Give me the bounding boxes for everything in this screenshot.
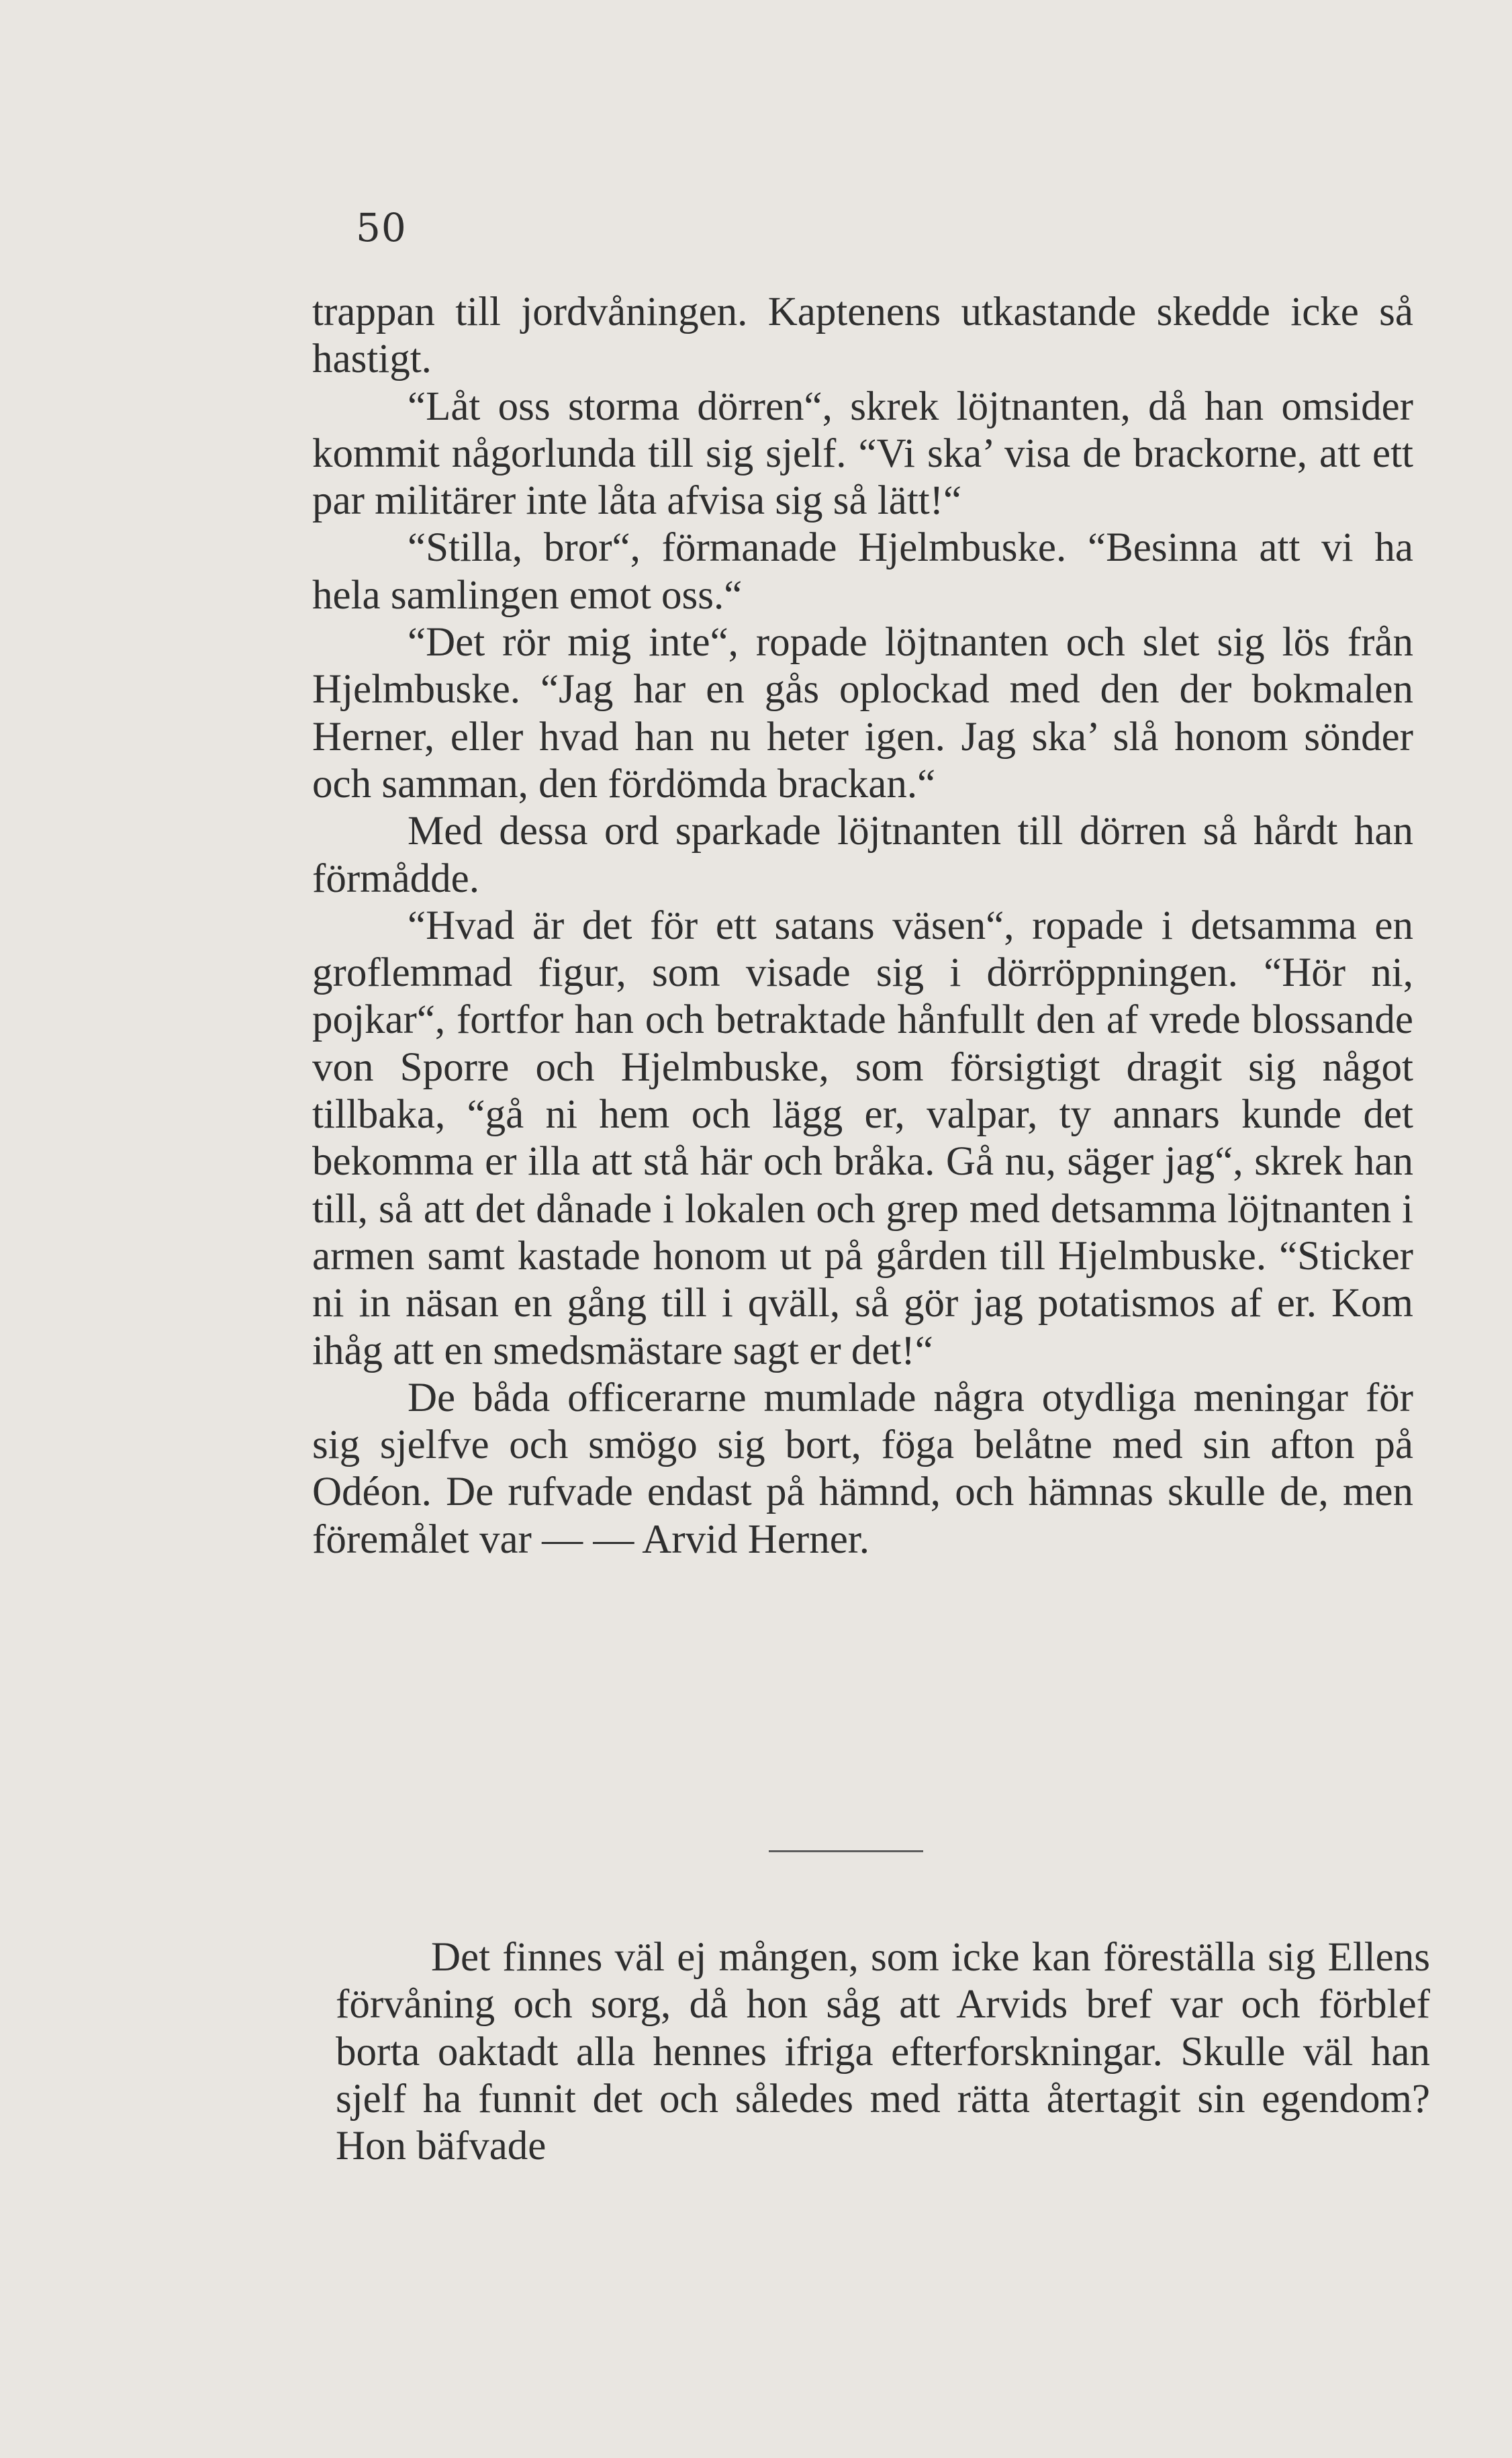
paragraph-4: “Det rör mig inte“, ropade löjtnanten och slet sig lös från Hjelmbuske. “Jag har en gås oplockad med den der bokmalen Herner, eller hvad han nu heter igen. Jag ska’ slå honom sönder och samman, den fördömda brackan.“ [312,620,1413,807]
paragraph-7: De båda officerarne mumlade några otydliga meningar för sig sjelfve och smögo sig bort, föga belåtne med sin afton på Odéon. De rufvade endast på hämnd, och hämnas skulle de, men föremålet var — — Arvid Herner. [312,1375,1413,1562]
paragraph-1: trappan till jordvåningen. Kaptenens utkastande skedde icke så hastigt. [312,289,1413,382]
paragraph-6: “Hvad är det för ett satans väsen“, ropade i detsamma en groflemmad figur, som visade sig i dörröppningen. “Hör ni, pojkar“, fortfor han och betraktade hånfullt den af vrede blossande von Sporre och Hjelmbuske, som försigtigt dragit sig något tillbaka, “gå ni hem och lägg er, valpar, ty annars kunde det bekomma er illa att stå här och bråka. Gå nu, säger jag“, skrek han till, så att det dånade i lokalen och grep med detsamma löjtnanten i armen samt kastade honom ut på gården till Hjelmbuske. “Sticker ni in näsan en gång till i qväll, så gör jag potatismos af er. Kom ihåg att en smedsmästare sagt er det!“ [312,903,1413,1373]
page-number: 50 [356,205,407,251]
section-divider [769,1850,923,1852]
next-section-paragraph-1: Det finnes väl ej mången, som icke kan föreställa sig Ellens förvåning och sorg, då hon såg att Arvids bref var och förblef borta oaktadt alla hennes ifriga efterforskningar. Skulle väl han sjelf ha funnit det och således med rätta återtagit sin egendom? Hon bäfvade [336,1935,1430,2169]
paragraph-3: “Stilla, bror“, förmanade Hjelmbuske. “Besinna att vi ha hela samlingen emot oss.“ [312,525,1413,618]
paragraph-5: Med dessa ord sparkade löjtnanten till dörren så hårdt han förmådde. [312,809,1413,901]
main-text-block [312,289,1413,1563]
paragraph-2: “Låt oss storma dörren“, skrek löjtnanten, då han omsider kommit någorlunda till sig sjelf. “Vi ska’ visa de brackorne, att ett par militärer inte låta afvisa sig så lätt!“ [312,383,1413,524]
next-section-text-block [336,1934,1430,2170]
